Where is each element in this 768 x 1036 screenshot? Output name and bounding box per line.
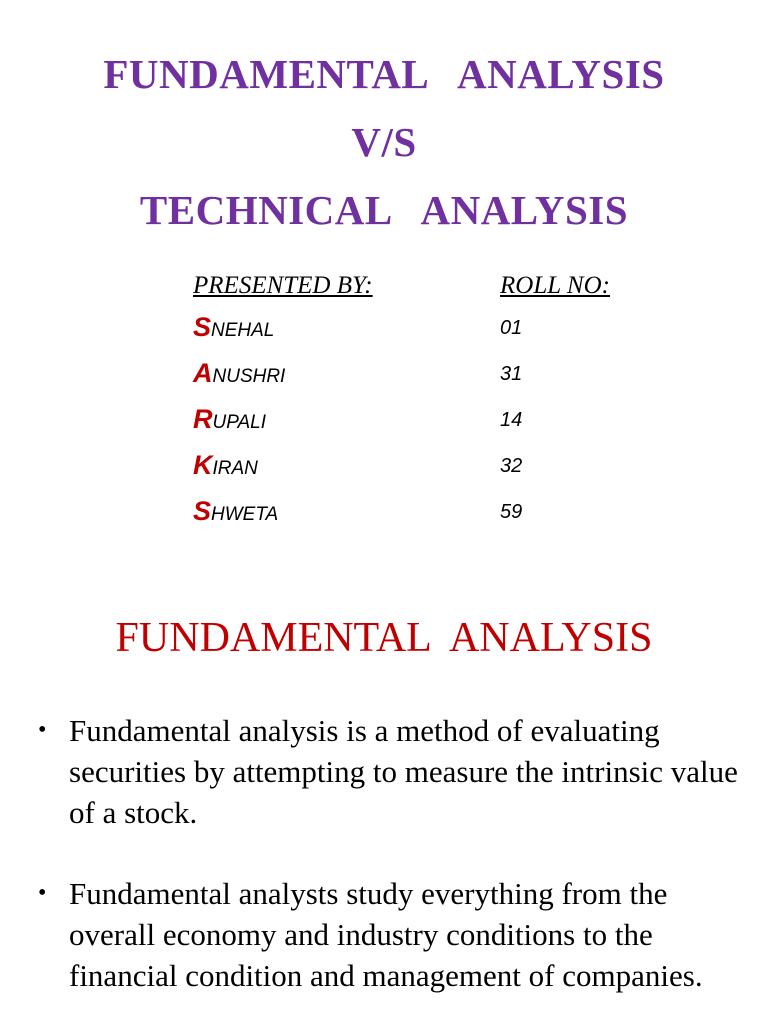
bullet-item (38, 873, 738, 996)
member-name (193, 496, 278, 527)
member-name (193, 312, 274, 343)
member-name-rest: NUSHRI (212, 366, 286, 387)
member-name-rest: IRAN (212, 458, 258, 479)
member-row (193, 496, 653, 542)
bullet-list (38, 710, 738, 1036)
member-name-rest: NEHAL (211, 320, 275, 341)
member-row (193, 450, 653, 496)
members-table (193, 272, 653, 542)
presented-by-label: PRESENTED BY: (193, 272, 373, 299)
member-initial: K (193, 450, 213, 480)
section-title: FUNDAMENTAL ANALYSIS (115, 615, 653, 661)
member-name (193, 358, 285, 389)
member-initial: A (193, 358, 213, 388)
bullet-item (38, 710, 738, 833)
member-roll: 01 (500, 317, 523, 339)
member-initial: S (193, 312, 212, 342)
member-name-rest: HWETA (211, 504, 279, 525)
member-name (193, 404, 266, 435)
member-initial: S (193, 496, 212, 526)
member-roll: 59 (500, 501, 523, 523)
members-header (193, 272, 653, 312)
member-row (193, 312, 653, 358)
member-row (193, 358, 653, 404)
member-name (193, 450, 258, 481)
title-line-1: FUNDAMENTAL ANALYSIS (103, 51, 665, 97)
bullet-text: Fundamental analysis is a method of evaluating securities by attempting to measure the intrinsic value of a stock. (69, 713, 738, 830)
member-roll: 32 (500, 455, 523, 477)
title-line-2: V/S (351, 119, 417, 165)
member-row (193, 404, 653, 450)
roll-no-label: ROLL NO: (500, 272, 610, 299)
title-line-3: TECHNICAL ANALYSIS (139, 187, 629, 233)
member-roll: 31 (500, 363, 523, 385)
member-name-rest: UPALI (212, 412, 267, 433)
member-roll: 14 (500, 409, 523, 431)
bullet-icon: • (38, 717, 47, 743)
bullet-icon: • (38, 880, 47, 906)
page-title (0, 40, 768, 244)
bullet-text: Fundamental analysts study everything from the overall economy and industry conditions to the financial condition and management of companies. (69, 876, 703, 993)
member-initial: R (193, 404, 213, 434)
